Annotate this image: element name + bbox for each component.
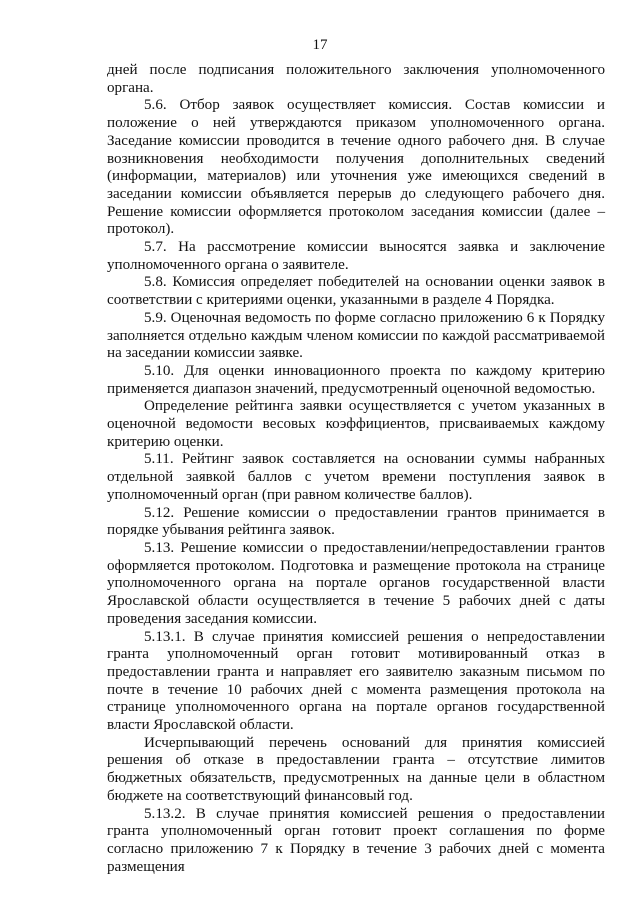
paragraph-continuation: дней после подписания положительного заключения уполномоченного органа. xyxy=(107,62,605,96)
paragraph-5-8: 5.8. Комиссия определяет победителей на основании оценки заявок в соответствии с критериями оценки, указанными в разделе 4 Порядка. xyxy=(107,274,605,309)
paragraph-5-7: 5.7. На рассмотрение комиссии выносятся заявка и заключение уполномоченного органа о заявителе. xyxy=(107,239,605,273)
paragraph-5-13-2: 5.13.2. В случае принятия комиссией решения о предоставлении гранта уполномоченный орган готовит проект соглашения по форме согласно приложению 7 к Порядку в течение 3 рабочих дней с момента размещения xyxy=(107,805,605,875)
paragraph-5-9: 5.9. Оценочная ведомость по форме согласно приложению 6 к Порядку заполняется отдельно каждым членом комиссии по каждой рассматриваемой на заседании комиссии заявке. xyxy=(107,309,605,362)
paragraph-5-12: 5.12. Решение комиссии о предоставлении грантов принимается в порядке убывания рейтинга заявок. xyxy=(107,504,605,539)
paragraph-5-6: 5.6. Отбор заявок осуществляет комиссия. Состав комиссии и положение о ней утверждаются приказом уполномоченного органа. Заседание комиссии проводится в течение одного рабочего дня. В случае возникновения необходимости получения дополнительных сведений (информации, материалов) или уточнения уже имеющихся сведений в заседании комиссии объявляется перерыв до следующего рабочего дня. Решение комиссии оформляется протоколом заседания комиссии (далее – протокол). xyxy=(107,97,605,238)
page-number: 17 xyxy=(312,37,328,53)
paragraph-5-13-1: 5.13.1. В случае принятия комиссией решения о непредоставлении гранта уполномоченный орган готовит мотивированный отказ в предоставлении гранта и направляет его заявителю заказным письмом по почте в течение 10 рабочих дней с момента размещения протокола на странице уполномоченного органа на портале органов государственной власти Ярославской области. xyxy=(107,628,605,734)
paragraph-5-13: 5.13. Решение комиссии о предоставлении/непредоставлении грантов оформляется протоколом. Подготовка и размещение протокола на странице уполномоченного органа на портале органов государственной власти Ярославской области осуществляется в течение 5 рабочих дней с даты проведения заседания комиссии. xyxy=(107,539,605,627)
document-body xyxy=(107,62,605,876)
paragraph-5-11: 5.11. Рейтинг заявок составляется на основании суммы набранных отдельной заявкой баллов с учетом времени поступления заявок в уполномоченный орган (при равном количестве баллов). xyxy=(107,451,605,503)
paragraph-5-10: 5.10. Для оценки инновационного проекта по каждому критерию применяется диапазон значений, предусмотренный оценочной ведомостью. xyxy=(107,362,605,397)
paragraph-refusal-grounds: Исчерпывающий перечень оснований для принятия комиссией решения об отказе в предоставлении гранта – отсутствие лимитов бюджетных обязательств, предусмотренных на данные цели в областном бюджете на соответствующий финансовый год. xyxy=(107,734,605,804)
paragraph-rating-definition: Определение рейтинга заявки осуществляется с учетом указанных в оценочной ведомости весовых коэффициентов, присваиваемых каждому критерию оценки. xyxy=(107,398,605,450)
